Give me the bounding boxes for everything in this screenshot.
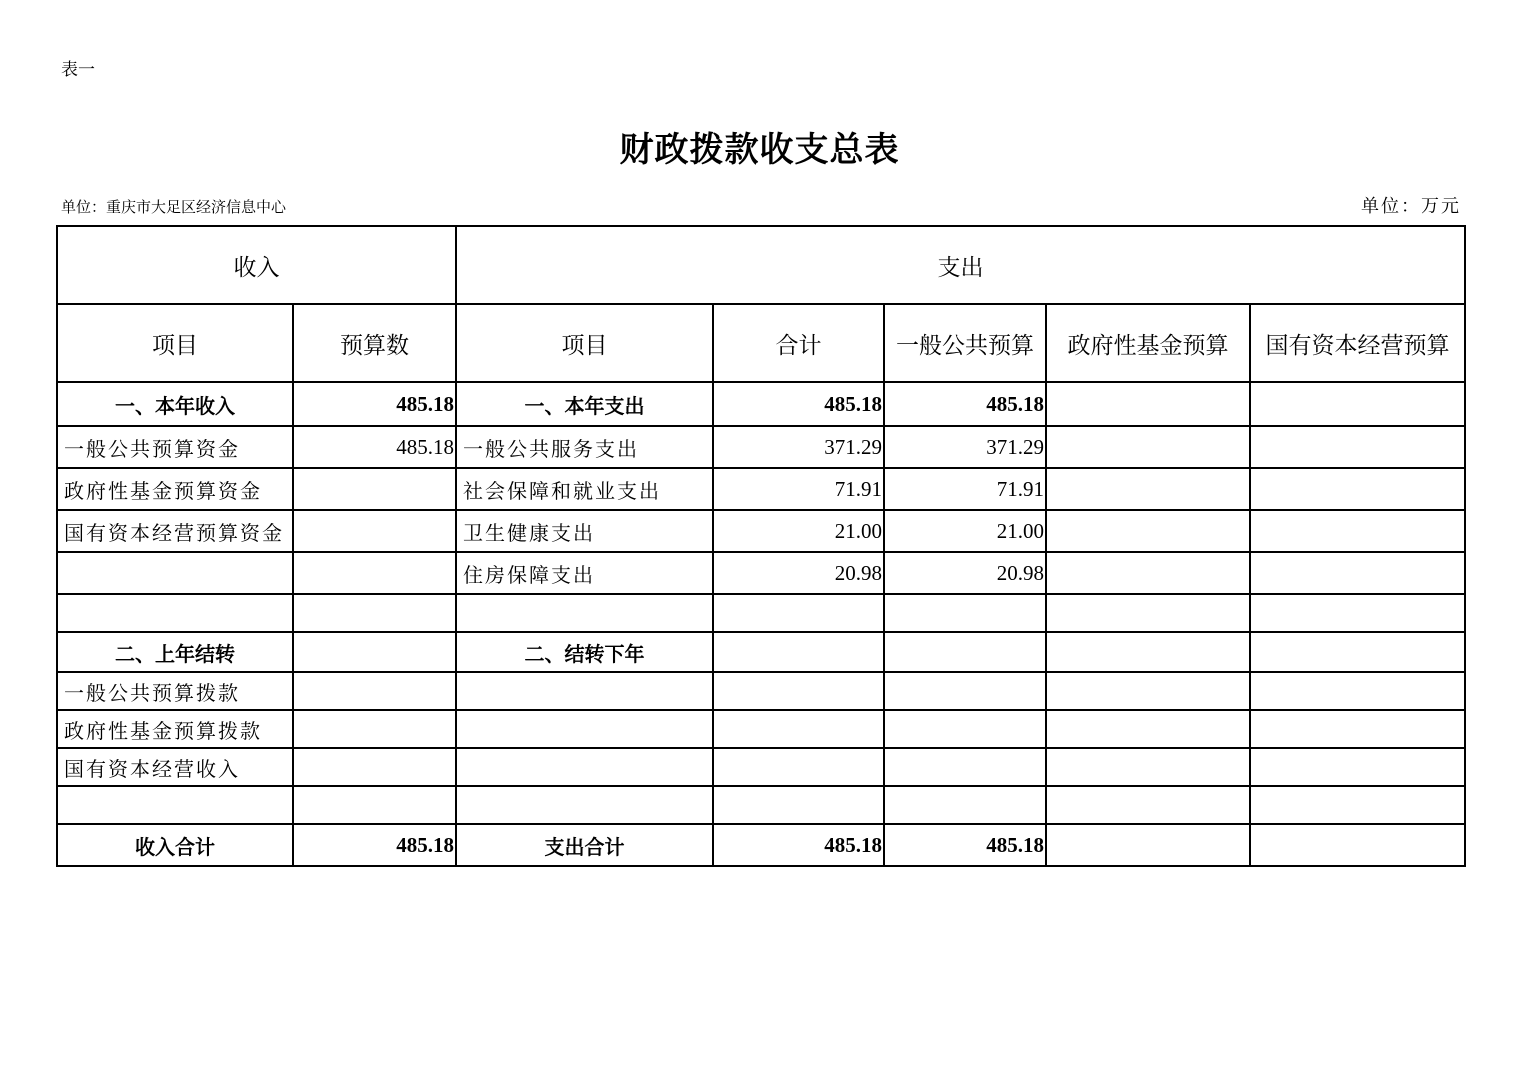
general-public-cell	[884, 710, 1046, 748]
table-row	[57, 594, 1465, 632]
total-cell	[713, 748, 884, 786]
total-cell: 21.00	[713, 510, 884, 552]
income-item-cell	[57, 552, 293, 594]
income-item-cell	[57, 594, 293, 632]
total-cell: 371.29	[713, 426, 884, 468]
group-header-row	[57, 226, 1465, 304]
income-budget-cell	[293, 710, 456, 748]
income-group-header: 收入	[57, 226, 456, 304]
gov-fund-cell	[1046, 594, 1250, 632]
gov-fund-cell	[1046, 382, 1250, 426]
gov-fund-cell	[1046, 468, 1250, 510]
col-header-total: 合计	[713, 304, 884, 382]
income-budget-cell	[293, 786, 456, 824]
expense-item-cell	[456, 710, 713, 748]
total-cell: 485.18	[713, 382, 884, 426]
general-public-cell: 20.98	[884, 552, 1046, 594]
gov-fund-cell	[1046, 552, 1250, 594]
expense-item-cell: 一、本年支出	[456, 382, 713, 426]
income-item-cell: 一、本年收入	[57, 382, 293, 426]
state-capital-cell	[1250, 786, 1465, 824]
total-cell: 20.98	[713, 552, 884, 594]
gov-fund-cell	[1046, 426, 1250, 468]
general-public-cell	[884, 748, 1046, 786]
table-row	[57, 382, 1465, 426]
income-total-value: 485.18	[293, 824, 456, 866]
general-public-cell: 21.00	[884, 510, 1046, 552]
table-row	[57, 468, 1465, 510]
income-budget-cell	[293, 594, 456, 632]
state-capital-cell	[1250, 382, 1465, 426]
total-cell	[713, 710, 884, 748]
table-row-total	[57, 824, 1465, 866]
expense-item-cell: 社会保障和就业支出	[456, 468, 713, 510]
table-row	[57, 632, 1465, 672]
income-budget-cell: 485.18	[293, 382, 456, 426]
income-item-cell	[57, 786, 293, 824]
table-row	[57, 710, 1465, 748]
gov-fund-cell	[1046, 710, 1250, 748]
income-total-label: 收入合计	[57, 824, 293, 866]
income-item-cell: 政府性基金预算资金	[57, 468, 293, 510]
general-public-cell	[884, 632, 1046, 672]
income-item-cell: 国有资本经营收入	[57, 748, 293, 786]
expense-item-cell	[456, 594, 713, 632]
state-capital-cell	[1250, 672, 1465, 710]
table-row	[57, 672, 1465, 710]
expense-group-header: 支出	[456, 226, 1465, 304]
unit-name: 单位：重庆市大足区经济信息中心	[61, 198, 287, 216]
general-public-cell	[884, 672, 1046, 710]
finance-summary-table	[56, 225, 1466, 867]
expense-total-label: 支出合计	[456, 824, 713, 866]
expense-item-cell: 二、结转下年	[456, 632, 713, 672]
state-capital-cell	[1250, 710, 1465, 748]
income-budget-cell	[293, 672, 456, 710]
expense-item-cell: 一般公共服务支出	[456, 426, 713, 468]
col-header-income-item: 项目	[57, 304, 293, 382]
total-cell	[713, 594, 884, 632]
col-header-state-capital: 国有资本经营预算	[1250, 304, 1465, 382]
page-title: 财政拨款收支总表	[619, 130, 900, 170]
income-budget-cell	[293, 632, 456, 672]
expense-item-cell: 住房保障支出	[456, 552, 713, 594]
gov-fund-cell	[1046, 510, 1250, 552]
column-header-row	[57, 304, 1465, 382]
state-capital-total-value	[1250, 824, 1465, 866]
general-public-cell: 485.18	[884, 382, 1046, 426]
expense-item-cell	[456, 672, 713, 710]
general-public-cell: 71.91	[884, 468, 1046, 510]
gov-fund-cell	[1046, 748, 1250, 786]
expense-item-cell: 卫生健康支出	[456, 510, 713, 552]
income-item-cell: 一般公共预算拨款	[57, 672, 293, 710]
col-header-expense-item: 项目	[456, 304, 713, 382]
table-row	[57, 786, 1465, 824]
table-row	[57, 748, 1465, 786]
total-cell: 71.91	[713, 468, 884, 510]
income-budget-cell: 485.18	[293, 426, 456, 468]
gov-fund-total-value	[1046, 824, 1250, 866]
general-public-cell: 371.29	[884, 426, 1046, 468]
state-capital-cell	[1250, 594, 1465, 632]
general-public-cell	[884, 786, 1046, 824]
total-total-value: 485.18	[713, 824, 884, 866]
income-item-cell: 二、上年结转	[57, 632, 293, 672]
col-header-income-budget: 预算数	[293, 304, 456, 382]
income-item-cell: 国有资本经营预算资金	[57, 510, 293, 552]
state-capital-cell	[1250, 632, 1465, 672]
table-row	[57, 552, 1465, 594]
col-header-general-public: 一般公共预算	[884, 304, 1046, 382]
income-item-cell: 一般公共预算资金	[57, 426, 293, 468]
income-budget-cell	[293, 510, 456, 552]
expense-item-cell	[456, 786, 713, 824]
table-number: 表一	[61, 60, 95, 80]
general-public-total-value: 485.18	[884, 824, 1046, 866]
income-item-cell: 政府性基金预算拨款	[57, 710, 293, 748]
gov-fund-cell	[1046, 786, 1250, 824]
income-budget-cell	[293, 468, 456, 510]
total-cell	[713, 672, 884, 710]
total-cell	[713, 632, 884, 672]
total-cell	[713, 786, 884, 824]
table-row	[57, 426, 1465, 468]
col-header-gov-fund: 政府性基金预算	[1046, 304, 1250, 382]
state-capital-cell	[1250, 552, 1465, 594]
gov-fund-cell	[1046, 632, 1250, 672]
general-public-cell	[884, 594, 1046, 632]
state-capital-cell	[1250, 510, 1465, 552]
income-budget-cell	[293, 552, 456, 594]
state-capital-cell	[1250, 748, 1465, 786]
expense-item-cell	[456, 748, 713, 786]
gov-fund-cell	[1046, 672, 1250, 710]
income-budget-cell	[293, 748, 456, 786]
state-capital-cell	[1250, 468, 1465, 510]
state-capital-cell	[1250, 426, 1465, 468]
table-row	[57, 510, 1465, 552]
currency-unit: 单位：万元	[1361, 196, 1461, 217]
